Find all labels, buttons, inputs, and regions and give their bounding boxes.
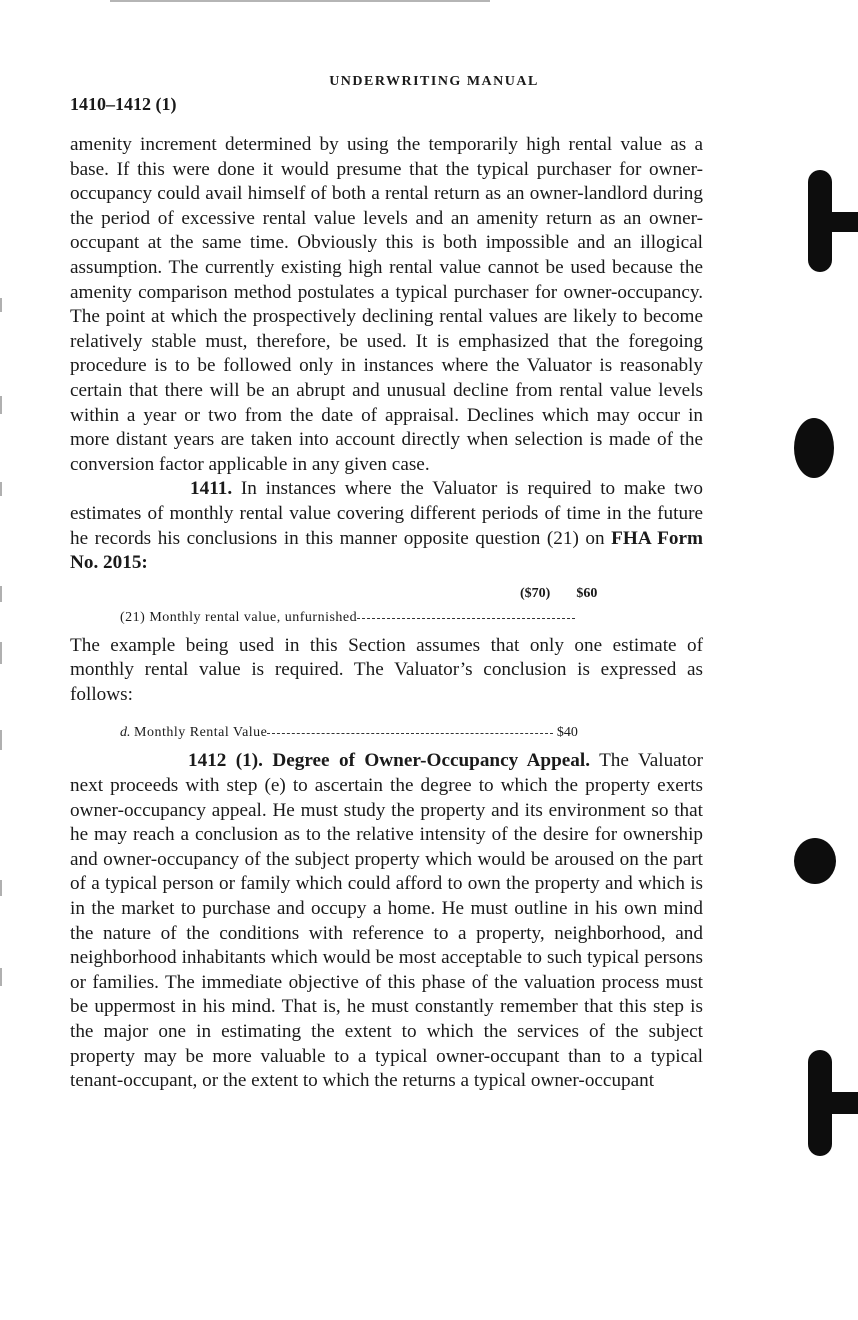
valuator-line-label: Monthly Rental Value (134, 725, 268, 741)
form-value-first: ($70) (520, 585, 551, 601)
page-body (70, 133, 703, 1094)
paragraph-continuation: amenity increment determined by using the temporarily high rental value as a base. If this were done it would presume that the typical purchaser for owner-occupancy could avail himself of both a rental return as an owner-landlord during the period of excessive rental value levels and an amenity return as an owner-occupant at the same time. Obviously this is both impossible and an illogical assumption. The currently existing high rental value cannot be used because the amenity comparison method postulates a typical purchaser for owner-occupancy. The point at which the prospectively declining rental values are likely to become relatively stable must, therefore, be used. It is emphasized that the foregoing procedure is to be followed only in instances where the Valuator is reasonably certain that there will be an abrupt and unusual decline from rental value levels within a year or two from the date of appraisal. Declines which may occur in more distant years are taken into account directly when selection is made of the conversion factor applicable in any given case. (70, 134, 703, 475)
scan-edge-tick (0, 642, 2, 664)
binding-mark-bottom-tab (828, 1092, 858, 1114)
valuator-conclusion-line (70, 715, 703, 745)
step-letter: d. (120, 725, 131, 741)
dotted-leader (357, 617, 575, 619)
fha-form-reference: FHA Form No. 2015: (70, 527, 703, 574)
binding-mark-oval (794, 418, 834, 478)
paragraph-1411 (70, 477, 703, 575)
scan-edge-tick (0, 730, 2, 750)
valuator-line-value: $40 (556, 725, 578, 741)
scan-edge-tick (0, 880, 2, 896)
scan-edge-tick (0, 396, 2, 414)
form-example-values (520, 582, 597, 607)
form-line-label: (21) Monthly rental value, unfurnished (120, 609, 358, 625)
scan-edge-tick (0, 968, 2, 986)
section-number-1411: 1411. (190, 478, 233, 500)
scan-edge-tick (0, 482, 2, 496)
binding-mark-top-tab (828, 212, 858, 232)
scan-edge-tick (0, 586, 2, 602)
running-head: UNDERWRITING MANUAL (329, 74, 539, 89)
section-heading-1412-1: 1412 (1). Degree of Owner-Occupancy Appeal. (188, 750, 591, 772)
section-reference: 1410–1412 (1) (70, 94, 177, 114)
dotted-leader (267, 732, 553, 734)
scan-edge-tick (0, 298, 2, 312)
top-scan-edge (110, 0, 490, 2)
binding-mark-circle (794, 838, 836, 884)
form-line-21 (120, 606, 575, 631)
form-example (70, 582, 703, 632)
form-value-second: $60 (576, 585, 598, 601)
paragraph-1411-text: In instances where the Valuator is required to make two estimates of monthly rental value covering different periods of time in the future he records his conclusions in this manner opposite question (21) on (70, 478, 703, 549)
paragraph-1412-1-text: The Valuator next proceeds with step (e) to ascertain the degree to which the property exerts owner-occupancy appeal. He must study the property and its environment so that he may reach a conclusion as to the relative intensity of the desire for ownership and owner-occupancy of the subject property which would be aroused on the part of a typical person or family which could afford to own the property and which is in the market to purchase and occupy a home. He must outline in his own mind the nature of the conditions with reference to a property, neighborhood, and neighborhood inhabitants which would be most acceptable to such typical persons or families. The immediate objective of this phase of the valuation process must be uppermost in his mind. That is, he must constantly remember that this step is the major one in estimating the extent to which the services of the subject property may be more valuable to a typical owner-occupant than to a typical tenant-occupant, or the extent to which the returns a typical owner-occupant (70, 750, 703, 1092)
paragraph-1412-1 (70, 749, 703, 1093)
paragraph-example: The example being used in this Section assumes that only one estimate of monthly rental value is required. The Valuator’s conclusion is expressed as follows: (70, 634, 703, 705)
